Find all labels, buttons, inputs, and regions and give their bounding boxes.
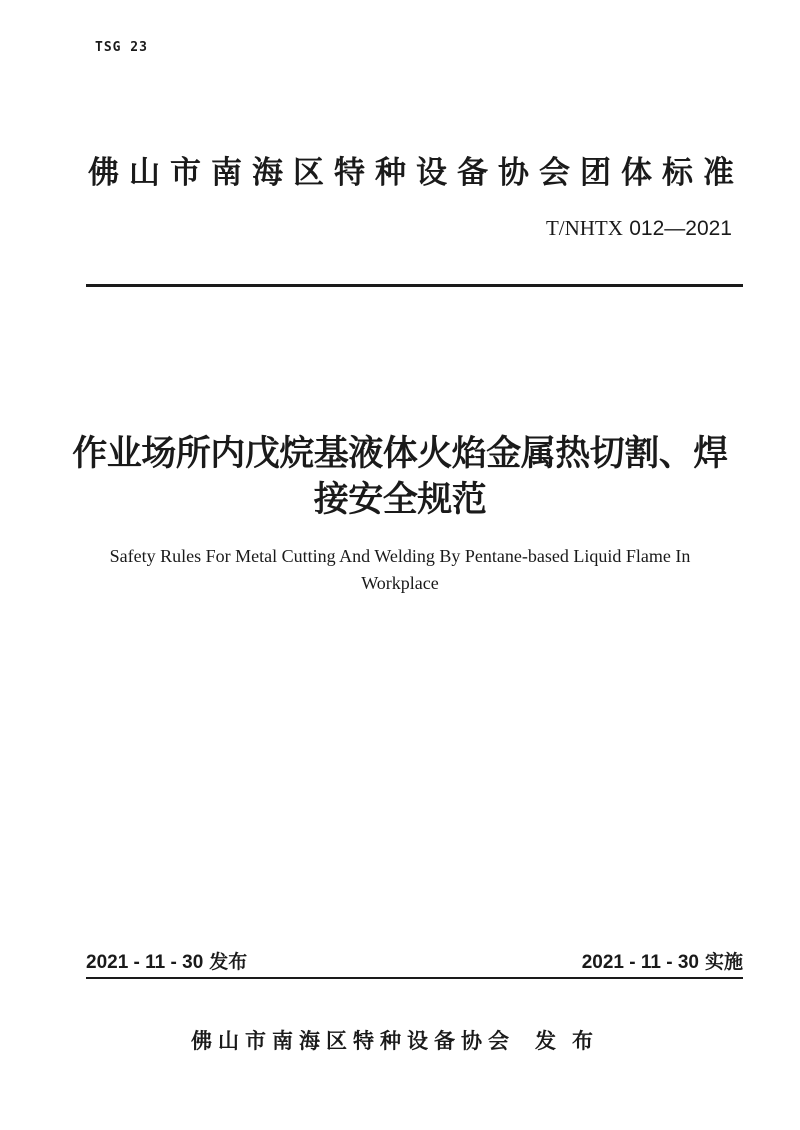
document-title-zh-line2: 接安全规范 — [313, 480, 487, 519]
issuer-action: 发布 — [535, 1030, 609, 1053]
publish-label: 发布 — [209, 952, 248, 973]
document-title-zh — [0, 431, 800, 523]
implement-date: 2021 - 11 - 30 — [581, 952, 699, 973]
implement-date-group — [582, 951, 743, 975]
issuer-name: 佛山市南海区特种设备协会 — [191, 1030, 515, 1053]
document-title-en-line1: Safety Rules For Metal Cutting And Welding By Pentane-based Liquid Flame In — [109, 546, 691, 566]
standard-number-prefix: T/NHTX — [545, 216, 623, 240]
document-title-zh-line1: 作业场所内戊烷基液体火焰金属热切割、焊 — [72, 434, 728, 473]
implement-label: 实施 — [704, 952, 743, 973]
top-divider-rule — [86, 284, 743, 287]
standard-number — [546, 217, 732, 240]
bottom-divider-rule — [86, 977, 743, 979]
publish-date-group — [86, 951, 247, 975]
association-standard-header: 佛山市南海区特种设备协会团体标准 — [88, 155, 744, 190]
document-title-en — [0, 543, 800, 597]
standard-number-digits: 012—2021 — [629, 217, 732, 240]
date-row — [86, 951, 743, 975]
publish-date: 2021 - 11 - 30 — [86, 952, 204, 973]
issuer-row — [0, 1028, 800, 1056]
document-title-en-line2: Workplace — [361, 573, 439, 593]
doc-code: TSG 23 — [95, 40, 148, 55]
